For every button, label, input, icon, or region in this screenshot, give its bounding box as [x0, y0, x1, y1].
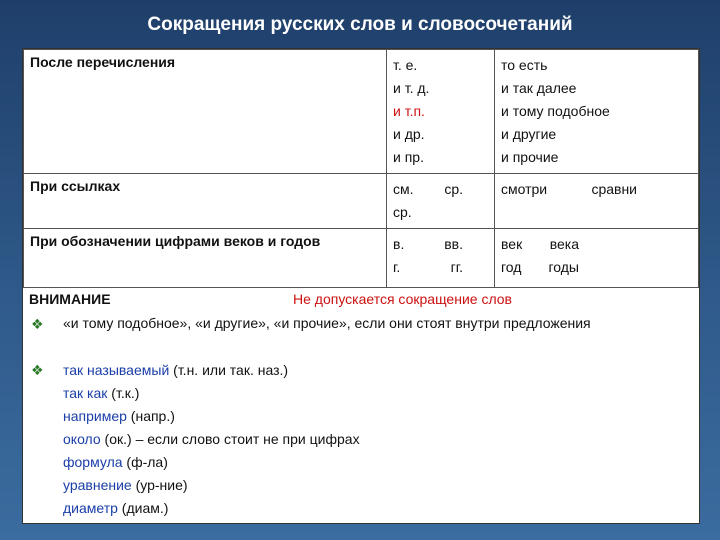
diamond-bullet-icon: ❖ — [31, 316, 44, 332]
warning-text: Не допускается сокращение слов — [293, 291, 512, 307]
full-item: и прочие — [501, 149, 559, 165]
abbr-item: см. — [393, 181, 414, 197]
full-item: год — [501, 259, 522, 275]
full-item: и другие — [501, 126, 557, 142]
abbr-item: т. е. — [393, 57, 418, 73]
list-item: так называемый (т.н. или так. наз.) — [63, 362, 289, 378]
abbr-item: и т. д. — [393, 80, 430, 96]
abbr-item: г. — [393, 259, 401, 275]
row-label: При ссылках — [24, 174, 387, 229]
table-row — [24, 174, 699, 229]
list-item: диаметр (диам.) — [63, 500, 169, 516]
full-item: век — [501, 236, 523, 252]
full-item: то есть — [501, 57, 548, 73]
abbreviation-list — [63, 359, 360, 520]
full-cell — [495, 50, 699, 174]
bullet-text: «и тому подобное», «и другие», «и прочие», если они стоят внутри предложения — [63, 315, 591, 331]
row-label: После перечисления — [24, 50, 387, 174]
abbr-item: вв. — [444, 236, 463, 252]
table-row — [24, 50, 699, 174]
list-item: так как (т.к.) — [63, 385, 140, 401]
row-label: При обозначении цифрами веков и годов — [24, 229, 387, 288]
full-item: и тому подобное — [501, 103, 610, 119]
abbr-item: ср. — [444, 181, 463, 197]
full-cell — [495, 229, 699, 288]
page-title: Сокращения русских слов и словосочетаний — [147, 14, 573, 35]
abbr-item: и т.п. — [393, 103, 425, 119]
abbr-item: и др. — [393, 126, 425, 142]
abbr-cell — [387, 50, 495, 174]
table-row — [24, 229, 699, 288]
list-item: около (ок.) – если слово стоит не при цифрах — [63, 431, 360, 447]
content-panel — [22, 48, 700, 524]
list-item: уравнение (ур-ние) — [63, 477, 188, 493]
warning-heading: ВНИМАНИЕ — [29, 291, 111, 307]
list-item: формула (ф-ла) — [63, 454, 168, 470]
abbr-item: и пр. — [393, 149, 424, 165]
abbr-item: ср. — [393, 204, 412, 220]
abbr-cell — [387, 229, 495, 288]
full-item: сравни — [591, 181, 637, 197]
full-item: годы — [548, 259, 579, 275]
full-item: века — [549, 236, 579, 252]
list-item: например (напр.) — [63, 408, 175, 424]
abbreviation-table — [23, 49, 699, 288]
abbr-item: гг. — [450, 259, 463, 275]
full-cell — [495, 174, 699, 229]
abbr-item: в. — [393, 236, 405, 252]
diamond-bullet-icon: ❖ — [31, 362, 44, 378]
full-item: и так далее — [501, 80, 577, 96]
abbr-cell — [387, 174, 495, 229]
full-item: смотри — [501, 181, 548, 197]
